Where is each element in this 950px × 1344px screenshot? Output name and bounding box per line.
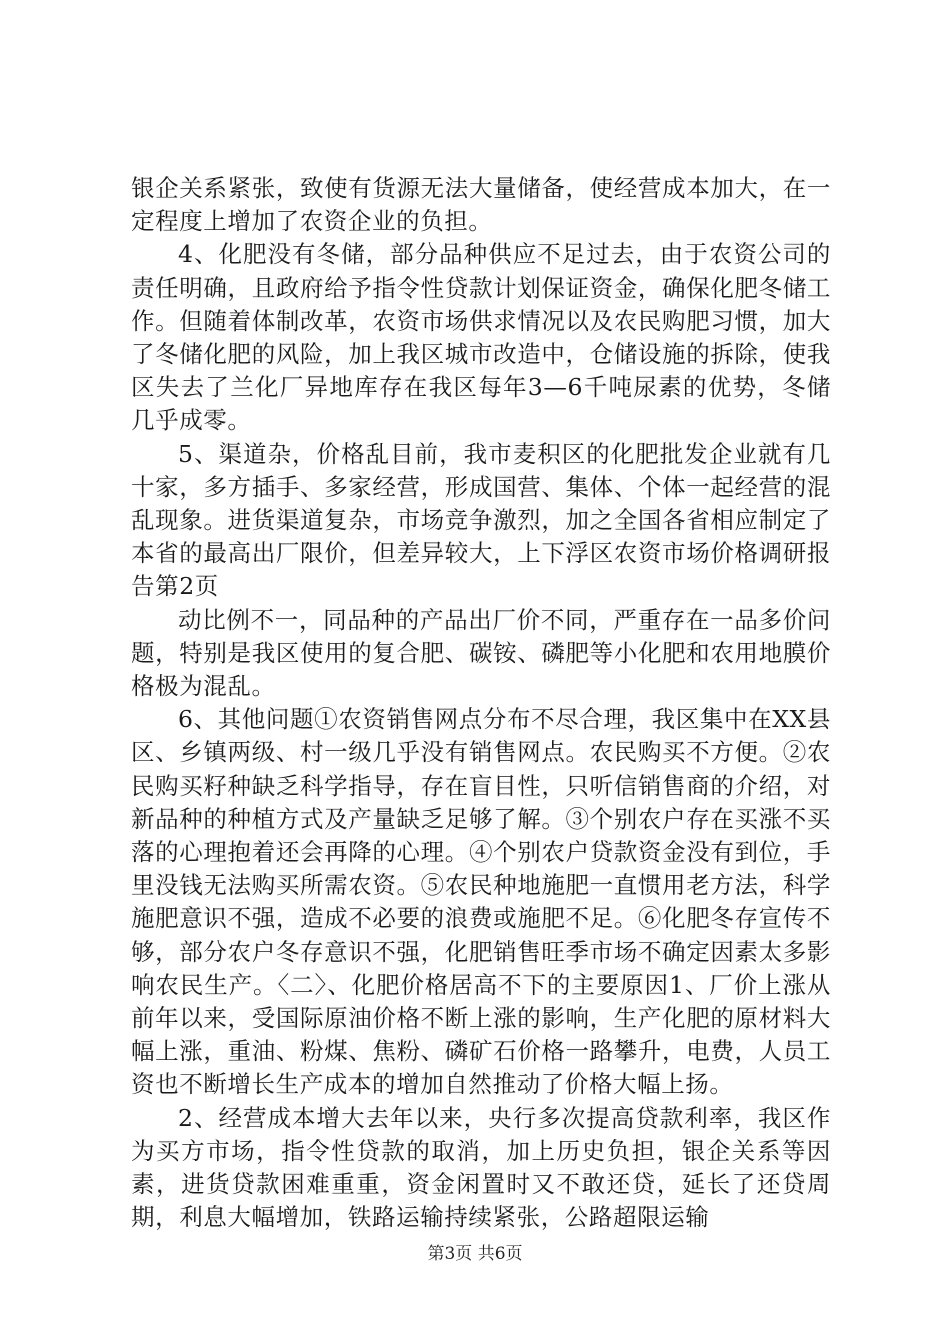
paragraph-item-5: 5、渠道杂，价格乱目前，我市麦积区的化肥批发企业就有几十家，多方插手、多家经营，形成国营、集体、个体一起经营的混乱现象。进货渠道复杂，市场竞争激烈，加之全国各省相应制定了本省的最高出厂限价，但差异较大，上下浮区农资市场价格调研报告第2页 [131, 439, 831, 601]
paragraph-item-4: 4、化肥没有冬储，部分品种供应不足过去，由于农资公司的责任明确，且政府给予指令性贷款计划保证资金，确保化肥冬储工作。但随着体制改革，农资市场供求情况以及农民购肥习惯，加大了冬储化肥的风险，加上我区城市改造中，仓储设施的拆除，使我区失去了兰化厂异地库存在我区每年3—6千吨尿素的优势，冬储几乎成零。 [131, 240, 831, 435]
paragraph-item-6: 6、其他问题①农资销售网点分布不尽合理，我区集中在XX县区、乡镇两级、村一级几乎没有销售网点。农民购买不方便。②农民购买籽种缺乏科学指导，存在盲目性，只听信销售商的介绍，对新品种的种植方式及产量缺乏足够了解。③个别农户存在买涨不买落的心理抱着还会再降的心理。④个别农户贷款资金没有到位，手里没钱无法购买所需农资。⑤农民种地施肥一直惯用老方法，科学施肥意识不强，造成不必要的浪费或施肥不足。⑥化肥冬存宣传不够，部分农户冬存意识不强，化肥销售旺季市场不确定因素太多影响农民生产。〈二〉、化肥价格居高不下的主要原因1、厂价上涨从前年以来，受国际原油价格不断上涨的影响，生产化肥的原材料大幅上涨，重油、粉煤、焦粉、磷矿石价格一路攀升，电费，人员工资也不断增长生产成本的增加自然推动了价格大幅上扬。 [131, 705, 831, 1099]
document-body [131, 172, 831, 1235]
paragraph-item-2: 2、经营成本增大去年以来，央行多次提高贷款利率，我区作为买方市场，指令性贷款的取消，加上历史负担，银企关系等因素，进货贷款困难重重，资金闲置时又不敢还贷，延长了还贷周期，利息大幅增加，铁路运输持续紧张，公路超限运输 [131, 1103, 831, 1232]
paragraph-continuation: 银企关系紧张，致使有货源无法大量储备，使经营成本加大，在一定程度上增加了农资企业的负担。 [131, 174, 831, 236]
page-footer: 第3页 共6页 [427, 1244, 523, 1264]
paragraph-price-continuation: 动比例不一，同品种的产品出厂价不同，严重存在一品多价问题，特别是我区使用的复合肥、碳铵、磷肥等小化肥和农用地膜价格极为混乱。 [131, 605, 831, 701]
